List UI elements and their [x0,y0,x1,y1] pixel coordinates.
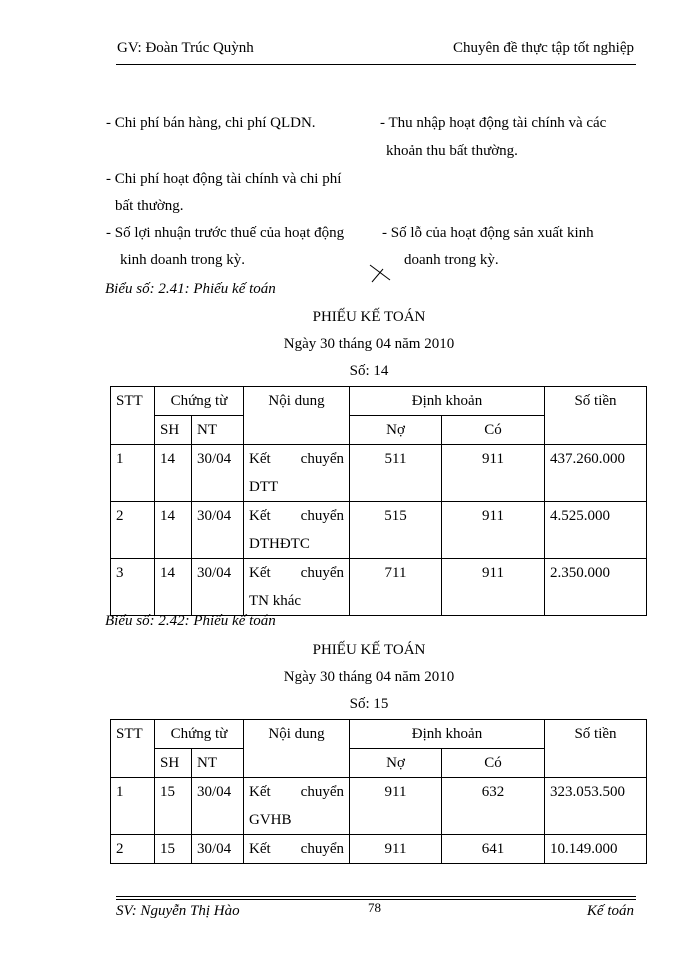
cell-co: 911 [442,445,545,502]
voucher-1-number: Số: 14 [349,363,389,379]
noi-dung-line-2: DTHĐTC [249,536,310,552]
header-divider [116,64,636,65]
cell-sh: 14 [155,559,192,616]
noi-dung-line-2: DTT [249,479,279,495]
col-stt-header: STT [111,720,155,778]
cell-co: 632 [442,778,545,835]
intro-left-3b: kinh doanh trong kỳ. [120,252,245,268]
pen-cross-mark [368,262,392,284]
noi-dung-word-2: chuyển [300,508,344,524]
cell-co: 911 [442,502,545,559]
cell-nt: 30/04 [192,445,244,502]
cell-no: 711 [350,559,442,616]
noi-dung-word-2: chuyển [300,784,344,800]
cell-no: 511 [350,445,442,502]
voucher-2-date: Ngày 30 tháng 04 năm 2010 [283,669,455,685]
col-nt-header: NT [192,749,244,778]
col-so-tien-header: Số tiền [545,720,647,778]
col-chung-tu-header: Chứng từ [155,387,244,416]
header-left: GV: Đoàn Trúc Quỳnh [117,40,254,56]
table-row [111,502,647,559]
header-right: Chuyên đề thực tập tốt nghiệp [452,40,634,56]
col-no-header: Nợ [350,749,442,778]
cell-no: 515 [350,502,442,559]
intro-right-1a: - Thu nhập hoạt động tài chính và các [380,115,607,131]
cell-nt: 30/04 [192,559,244,616]
intro-left-2b: bất thường. [115,198,184,214]
cell-stt: 2 [111,835,155,864]
voucher-1-title: PHIẾU KẾ TOÁN [312,309,426,325]
noi-dung-word-1: Kết [249,565,271,581]
cell-sh: 14 [155,502,192,559]
noi-dung-line-2: TN khác [249,593,302,609]
col-chung-tu-header: Chứng từ [155,720,244,749]
cell-amount: 437.260.000 [545,445,647,502]
page-number: 78 [368,900,381,915]
col-co-header: Có [442,749,545,778]
table-row [111,778,647,835]
cell-nt: 30/04 [192,778,244,835]
cell-sh: 15 [155,778,192,835]
cell-noi-dung [244,502,350,559]
cell-amount: 4.525.000 [545,502,647,559]
cell-stt: 1 [111,445,155,502]
cell-no: 911 [350,835,442,864]
cell-nt: 30/04 [192,502,244,559]
intro-right-1b: khoản thu bất thường. [386,143,518,159]
voucher-2-number: Số: 15 [349,696,389,712]
noi-dung-word-1: Kết [249,508,271,524]
footer-left: SV: Nguyễn Thị Hào [116,903,240,919]
voucher-1-caption: Biểu số: 2.41: Phiếu kế toán [105,281,276,297]
col-dinh-khoan-header: Định khoản [350,720,545,749]
noi-dung-word-1: Kết [249,451,271,467]
noi-dung-word-2: chuyển [300,451,344,467]
cell-stt: 2 [111,502,155,559]
footer-right: Kế toán [586,903,634,919]
noi-dung-word-2: chuyển [300,841,344,857]
voucher-2-table [110,719,647,864]
cell-stt: 3 [111,559,155,616]
intro-right-3a: - Số lỗ của hoạt động sản xuất kinh [382,225,594,241]
intro-right-3b: doanh trong kỳ. [404,252,499,268]
table-row [111,445,647,502]
table-row [111,835,647,864]
noi-dung-word-1: Kết [249,784,271,800]
cell-stt: 1 [111,778,155,835]
intro-left-1: - Chi phí bán hàng, chi phí QLDN. [106,115,316,131]
footer-divider-top [116,896,636,897]
col-nt-header: NT [192,416,244,445]
col-co-header: Có [442,416,545,445]
col-dinh-khoan-header: Định khoản [350,387,545,416]
table-header-row [111,720,647,749]
intro-left-3a: - Số lợi nhuận trước thuế của hoạt động [106,225,345,241]
voucher-2-caption: Biểu số: 2.42: Phiếu kế toán [105,613,276,629]
cell-co: 911 [442,559,545,616]
cell-amount: 2.350.000 [545,559,647,616]
cell-amount: 10.149.000 [545,835,647,864]
noi-dung-word-2: chuyển [300,565,344,581]
cell-sh: 15 [155,835,192,864]
noi-dung-word-1: Kết [249,841,271,857]
col-so-tien-header: Số tiền [545,387,647,445]
col-noi-dung-header: Nội dung [244,387,350,445]
cell-noi-dung [244,559,350,616]
col-noi-dung-header: Nội dung [244,720,350,778]
col-stt-header: STT [111,387,155,445]
table-header-row [111,387,647,416]
voucher-1-date: Ngày 30 tháng 04 năm 2010 [283,336,455,352]
col-no-header: Nợ [350,416,442,445]
intro-left-2a: - Chi phí hoạt động tài chính và chi phí [106,171,342,187]
voucher-2-title: PHIẾU KẾ TOÁN [312,642,426,658]
voucher-1-table [110,386,647,616]
cell-co: 641 [442,835,545,864]
cell-no: 911 [350,778,442,835]
cell-amount: 323.053.500 [545,778,647,835]
cell-noi-dung [244,778,350,835]
table-row [111,559,647,616]
cell-sh: 14 [155,445,192,502]
cell-noi-dung [244,835,350,864]
cell-nt: 30/04 [192,835,244,864]
col-sh-header: SH [155,749,192,778]
noi-dung-line-2: GVHB [249,812,292,828]
cell-noi-dung [244,445,350,502]
col-sh-header: SH [155,416,192,445]
